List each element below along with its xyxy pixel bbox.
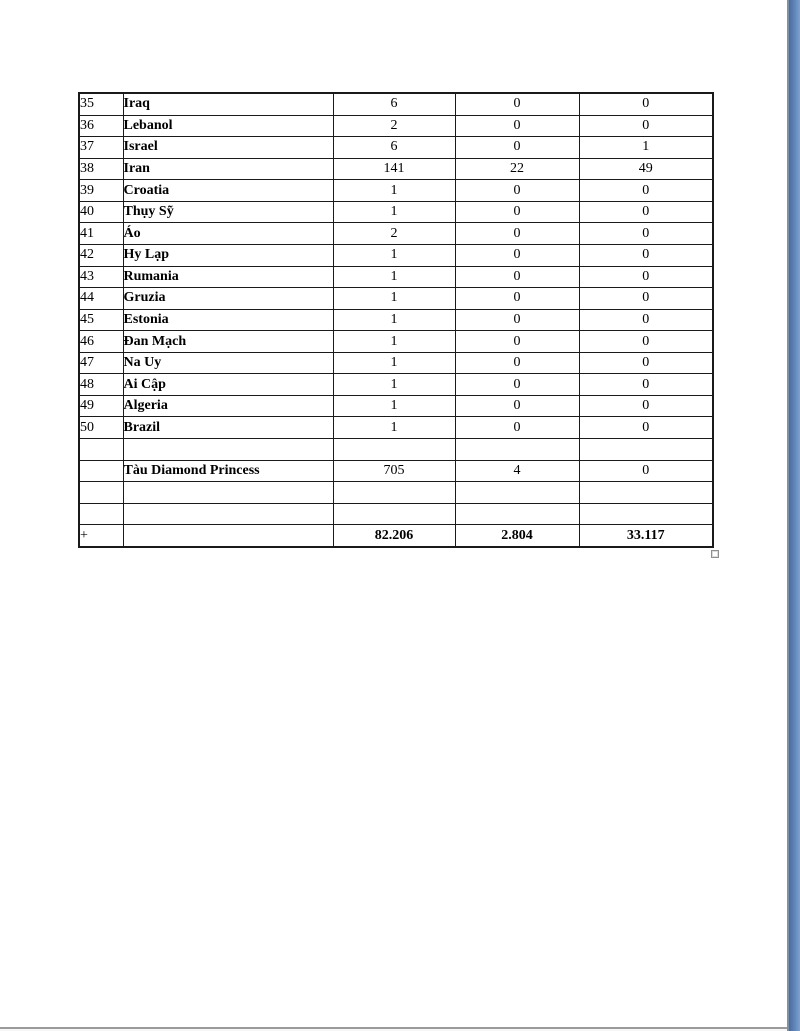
cell-name[interactable]: Iran	[123, 158, 333, 180]
table-row	[79, 395, 713, 417]
cell-v3[interactable]: 0	[579, 331, 713, 353]
table-row	[79, 503, 713, 525]
cell-no[interactable]: 35	[79, 93, 123, 115]
cell-name[interactable]: Na Uy	[123, 352, 333, 374]
cell-no[interactable]: 39	[79, 180, 123, 202]
table-row	[79, 244, 713, 266]
table-row	[79, 93, 713, 115]
table-row	[79, 352, 713, 374]
cell-v3[interactable]: 0	[579, 374, 713, 396]
cell-v2[interactable]: 22	[455, 158, 579, 180]
table-row	[79, 201, 713, 223]
cell-v1[interactable]: 1	[333, 266, 455, 288]
cell-name[interactable]	[123, 525, 333, 547]
cell-v3[interactable]: 0	[579, 180, 713, 202]
cell-v2[interactable]: 0	[455, 288, 579, 310]
table-row	[79, 266, 713, 288]
cell-no[interactable]: 49	[79, 395, 123, 417]
cell-v3[interactable]: 0	[579, 223, 713, 245]
table-row	[79, 439, 713, 461]
page-right-edge	[787, 0, 800, 1031]
cell-v1[interactable]	[333, 482, 455, 504]
cell-v2[interactable]: 0	[455, 115, 579, 137]
cell-no[interactable]: 44	[79, 288, 123, 310]
cell-no[interactable]: 41	[79, 223, 123, 245]
cell-v3[interactable]: 0	[579, 352, 713, 374]
cell-no[interactable]: 36	[79, 115, 123, 137]
cell-v1[interactable]: 141	[333, 158, 455, 180]
cell-name[interactable]: Tàu Diamond Princess	[123, 460, 333, 482]
cell-v2[interactable]: 0	[455, 395, 579, 417]
cell-v1[interactable]: 1	[333, 352, 455, 374]
cell-v2[interactable]: 0	[455, 93, 579, 115]
cell-no[interactable]: 48	[79, 374, 123, 396]
cell-name[interactable]	[123, 503, 333, 525]
table-row	[79, 482, 713, 504]
cell-name[interactable]: Đan Mạch	[123, 331, 333, 353]
cell-v2[interactable]: 4	[455, 460, 579, 482]
cell-v1[interactable]: 1	[333, 395, 455, 417]
cell-name[interactable]: Ai Cập	[123, 374, 333, 396]
cell-no[interactable]	[79, 460, 123, 482]
cell-v2[interactable]: 0	[455, 244, 579, 266]
table-row	[79, 288, 713, 310]
cell-v3[interactable]: 0	[579, 266, 713, 288]
cell-no[interactable]: 50	[79, 417, 123, 439]
table-resize-handle-icon[interactable]	[711, 550, 719, 558]
cell-v3[interactable]: 0	[579, 93, 713, 115]
cell-v2[interactable]: 0	[455, 137, 579, 159]
cell-v2[interactable]: 0	[455, 309, 579, 331]
cell-v1[interactable]	[333, 439, 455, 461]
cell-v3[interactable]: 0	[579, 115, 713, 137]
cell-v3[interactable]: 0	[579, 244, 713, 266]
cell-no[interactable]: 45	[79, 309, 123, 331]
table-row	[79, 223, 713, 245]
table-row	[79, 374, 713, 396]
cell-v1[interactable]: 705	[333, 460, 455, 482]
page-bottom-edge	[0, 1027, 787, 1031]
cell-v3[interactable]: 0	[579, 395, 713, 417]
table-row	[79, 331, 713, 353]
cell-name[interactable]: Hy Lạp	[123, 244, 333, 266]
cell-no[interactable]: 43	[79, 266, 123, 288]
cell-no[interactable]	[79, 439, 123, 461]
cell-v1[interactable]: 1	[333, 180, 455, 202]
cell-no[interactable]: 40	[79, 201, 123, 223]
cell-v2[interactable]: 0	[455, 223, 579, 245]
table-row	[79, 309, 713, 331]
cell-name[interactable]	[123, 439, 333, 461]
cell-no[interactable]	[79, 482, 123, 504]
cell-v2[interactable]: 0	[455, 417, 579, 439]
cell-name[interactable]: Rumania	[123, 266, 333, 288]
cell-v2[interactable]	[455, 503, 579, 525]
cell-v3[interactable]	[579, 503, 713, 525]
table-row	[79, 158, 713, 180]
cell-v2[interactable]: 0	[455, 331, 579, 353]
cell-v1[interactable]: 82.206	[333, 525, 455, 547]
table-row	[79, 115, 713, 137]
cell-name[interactable]: Áo	[123, 223, 333, 245]
cell-v2[interactable]: 0	[455, 201, 579, 223]
cell-v2[interactable]	[455, 482, 579, 504]
table-body	[79, 93, 713, 547]
cell-v2[interactable]: 2.804	[455, 525, 579, 547]
cell-v3[interactable]: 0	[579, 417, 713, 439]
cell-v1[interactable]: 1	[333, 288, 455, 310]
table-row	[79, 180, 713, 202]
table-row	[79, 417, 713, 439]
cell-name[interactable]: Gruzia	[123, 288, 333, 310]
table-row	[79, 460, 713, 482]
cell-v3[interactable]: 0	[579, 309, 713, 331]
cell-v3[interactable]: 1	[579, 137, 713, 159]
cell-v1[interactable]: 1	[333, 244, 455, 266]
cell-name[interactable]: Thụy Sỹ	[123, 201, 333, 223]
cell-v2[interactable]: 0	[455, 266, 579, 288]
cell-v1[interactable]: 1	[333, 309, 455, 331]
cell-v2[interactable]: 0	[455, 352, 579, 374]
cell-no[interactable]: 42	[79, 244, 123, 266]
cell-v3[interactable]: 0	[579, 288, 713, 310]
cell-v1[interactable]: 1	[333, 417, 455, 439]
cell-v1[interactable]: 2	[333, 223, 455, 245]
cell-name[interactable]: Israel	[123, 137, 333, 159]
table-row	[79, 525, 713, 547]
cell-v3[interactable]: 49	[579, 158, 713, 180]
cell-v3[interactable]	[579, 482, 713, 504]
cell-v1[interactable]: 6	[333, 93, 455, 115]
cell-name[interactable]: Lebanol	[123, 115, 333, 137]
cell-v1[interactable]: 6	[333, 137, 455, 159]
cell-v1[interactable]: 1	[333, 374, 455, 396]
cell-v2[interactable]	[455, 439, 579, 461]
cell-v3[interactable]: 0	[579, 460, 713, 482]
cell-no[interactable]: 37	[79, 137, 123, 159]
table-row	[79, 137, 713, 159]
cell-v1[interactable]	[333, 503, 455, 525]
cell-no[interactable]: 47	[79, 352, 123, 374]
cell-v3[interactable]	[579, 439, 713, 461]
cell-v3[interactable]: 33.117	[579, 525, 713, 547]
cell-name[interactable]: Croatia	[123, 180, 333, 202]
cell-v2[interactable]: 0	[455, 180, 579, 202]
cell-v1[interactable]: 2	[333, 115, 455, 137]
cell-no[interactable]: +	[79, 525, 123, 547]
cell-no[interactable]: 38	[79, 158, 123, 180]
cell-no[interactable]	[79, 503, 123, 525]
cell-name[interactable]: Iraq	[123, 93, 333, 115]
cell-name[interactable]: Estonia	[123, 309, 333, 331]
cell-name[interactable]: Algeria	[123, 395, 333, 417]
cell-name[interactable]	[123, 482, 333, 504]
cell-v1[interactable]: 1	[333, 201, 455, 223]
cell-v3[interactable]: 0	[579, 201, 713, 223]
cell-v2[interactable]: 0	[455, 374, 579, 396]
cell-v1[interactable]: 1	[333, 331, 455, 353]
cell-name[interactable]: Brazil	[123, 417, 333, 439]
cell-no[interactable]: 46	[79, 331, 123, 353]
data-table	[78, 92, 714, 548]
